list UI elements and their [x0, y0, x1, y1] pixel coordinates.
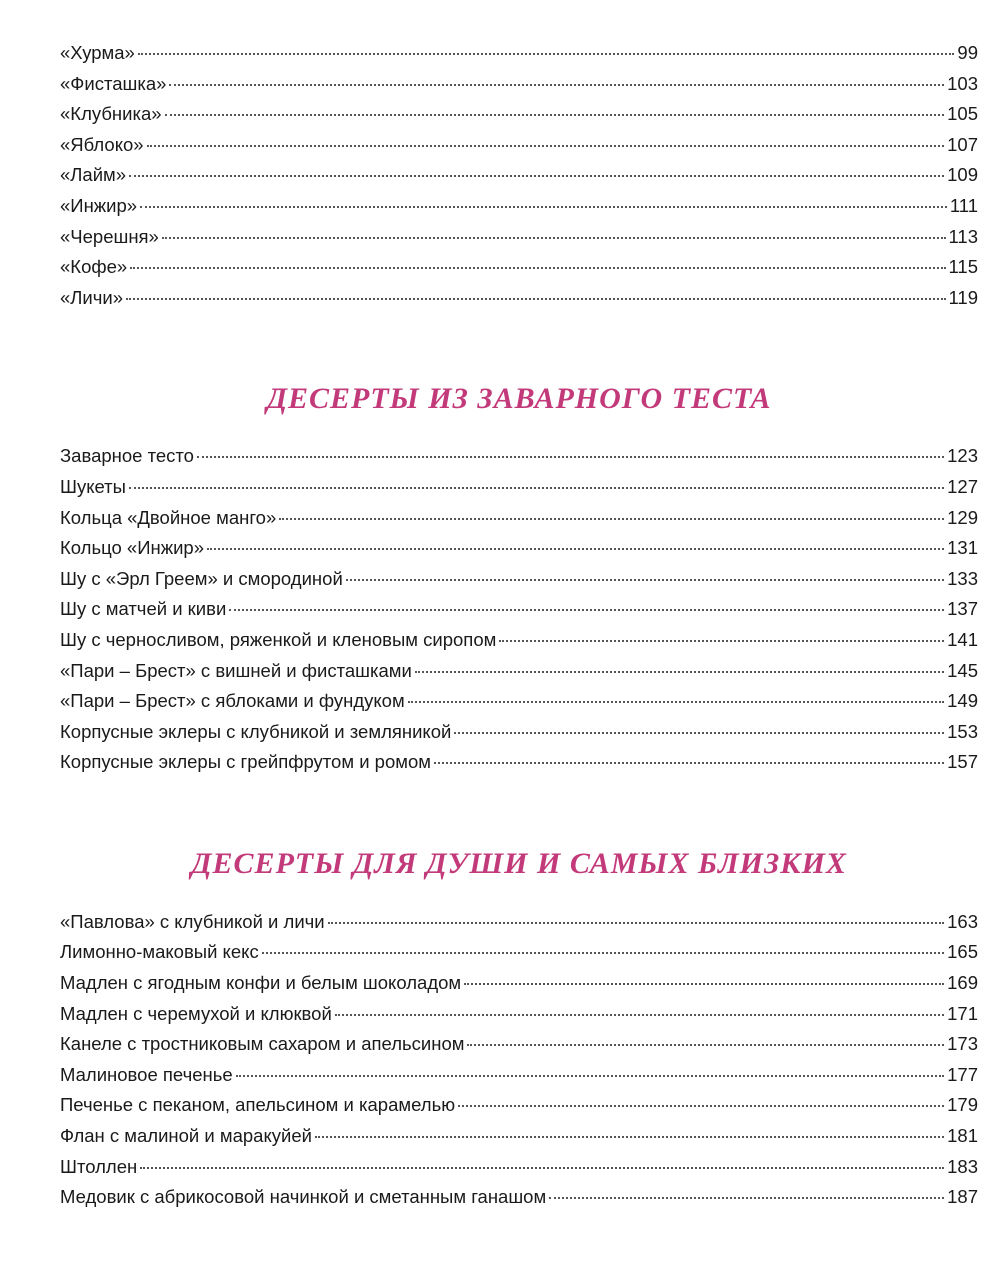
- toc-entry[interactable]: [60, 283, 978, 314]
- toc-entry[interactable]: [60, 747, 978, 778]
- toc-entry-title: «Яблоко»: [60, 133, 144, 155]
- toc-entry-page: 127: [947, 475, 978, 497]
- section-heading-choux-desserts: ДЕСЕРТЫ ИЗ ЗАВАРНОГО ТЕСТА: [266, 382, 772, 416]
- section-heading-soul-desserts: ДЕСЕРТЫ ДЛЯ ДУШИ И САМЫХ БЛИЗКИХ: [191, 846, 847, 880]
- toc-list-fruit-desserts: [60, 38, 978, 313]
- toc-entry-page: 179: [947, 1094, 978, 1116]
- dot-leader: [464, 983, 944, 985]
- toc-entry-title: Корпусные эклеры с клубникой и земляникой: [60, 720, 452, 742]
- toc-entry[interactable]: [60, 1090, 978, 1121]
- toc-entry[interactable]: [60, 1121, 978, 1152]
- toc-entry[interactable]: [60, 160, 978, 191]
- toc-entry[interactable]: [60, 1029, 978, 1060]
- toc-entry-title: Печенье с пеканом, апельсином и карамелью: [60, 1094, 456, 1116]
- dot-leader: [346, 579, 944, 581]
- toc-entry-page: 165: [947, 941, 978, 963]
- toc-entry-page: 133: [947, 567, 978, 589]
- toc-entry-title: Шу с черносливом, ряженкой и кленовым сиропом: [60, 628, 497, 650]
- toc-entry[interactable]: [60, 656, 978, 687]
- toc-entry-page: 119: [948, 286, 978, 308]
- toc-entry-title: Штоллен: [60, 1155, 138, 1177]
- toc-entry[interactable]: [60, 1182, 978, 1213]
- toc-entry-page: 157: [947, 751, 978, 773]
- toc-entry[interactable]: [60, 907, 978, 938]
- dot-leader: [279, 518, 944, 520]
- dot-leader: [454, 732, 944, 734]
- dot-leader: [335, 1014, 944, 1016]
- dot-leader: [162, 237, 946, 239]
- toc-entry-page: 149: [947, 690, 978, 712]
- toc-entry-page: 187: [947, 1186, 978, 1208]
- toc-entry-title: Флан с малиной и маракуйей: [60, 1125, 312, 1147]
- toc-entry-title: «Лайм»: [60, 164, 127, 186]
- toc-entry-page: 129: [947, 506, 978, 528]
- dot-leader: [262, 952, 944, 954]
- toc-entry-page: 141: [947, 628, 978, 650]
- toc-entry-page: 113: [948, 225, 978, 247]
- dot-leader: [147, 145, 945, 147]
- dot-leader: [207, 548, 944, 550]
- toc-entry-title: Медовик с абрикосовой начинкой и сметанным ганашом: [60, 1186, 547, 1208]
- toc-entry[interactable]: [60, 130, 978, 161]
- dot-leader: [169, 84, 944, 86]
- toc-entry[interactable]: [60, 686, 978, 717]
- toc-entry[interactable]: [60, 503, 978, 534]
- toc-entry-title: «Клубника»: [60, 103, 162, 125]
- dot-leader: [236, 1075, 944, 1077]
- dot-leader: [328, 922, 944, 924]
- toc-entry-page: 137: [947, 598, 978, 620]
- toc-entry-title: «Личи»: [60, 286, 124, 308]
- toc-entry-title: «Пари – Брест» с вишней и фисташками: [60, 659, 412, 681]
- toc-entry[interactable]: [60, 564, 978, 595]
- dot-leader: [467, 1044, 944, 1046]
- toc-entry-title: Шукеты: [60, 475, 126, 497]
- toc-entry-page: 103: [947, 72, 978, 94]
- toc-list-soul-desserts: [60, 907, 978, 1213]
- toc-entry[interactable]: [60, 441, 978, 472]
- toc-entry-page: 183: [947, 1155, 978, 1177]
- toc-entry[interactable]: [60, 968, 978, 999]
- toc-entry[interactable]: [60, 191, 978, 222]
- toc-entry-page: 169: [947, 972, 978, 994]
- toc-entry-title: Лимонно-маковый кекс: [60, 941, 259, 963]
- dot-leader: [549, 1197, 944, 1199]
- toc-entry[interactable]: [60, 625, 978, 656]
- dot-leader: [315, 1136, 944, 1138]
- toc-entry-title: Шу с «Эрл Греем» и смородиной: [60, 567, 343, 589]
- toc-entry[interactable]: [60, 222, 978, 253]
- toc-entry-page: 153: [947, 720, 978, 742]
- toc-entry-title: «Кофе»: [60, 256, 128, 278]
- dot-leader: [408, 701, 944, 703]
- toc-entry-page: 107: [947, 133, 978, 155]
- toc-entry[interactable]: [60, 999, 978, 1030]
- toc-entry-title: «Черешня»: [60, 225, 159, 247]
- toc-entry[interactable]: [60, 472, 978, 503]
- dot-leader: [126, 298, 945, 300]
- toc-entry[interactable]: [60, 69, 978, 100]
- toc-entry[interactable]: [60, 533, 978, 564]
- toc-entry-title: «Павлова» с клубникой и личи: [60, 910, 325, 932]
- dot-leader: [140, 1167, 944, 1169]
- dot-leader: [140, 206, 947, 208]
- toc-entry[interactable]: [60, 717, 978, 748]
- toc-entry-title: Шу с матчей и киви: [60, 598, 227, 620]
- dot-leader: [415, 671, 944, 673]
- dot-leader: [434, 762, 944, 764]
- toc-entry[interactable]: [60, 252, 978, 283]
- toc-entry-title: Заварное тесто: [60, 445, 194, 467]
- dot-leader: [130, 267, 945, 269]
- dot-leader: [129, 487, 944, 489]
- dot-leader: [129, 175, 944, 177]
- dot-leader: [165, 114, 945, 116]
- toc-entry-title: Малиновое печенье: [60, 1063, 233, 1085]
- toc-entry-page: 173: [947, 1033, 978, 1055]
- toc-entry-page: 111: [949, 194, 978, 216]
- dot-leader: [458, 1105, 944, 1107]
- toc-entry-title: Кольца «Двойное манго»: [60, 506, 277, 528]
- toc-entry-page: 99: [957, 42, 978, 63]
- toc-entry-page: 105: [947, 103, 978, 125]
- table-of-contents: [60, 38, 978, 1213]
- toc-list-choux-desserts: [60, 441, 978, 778]
- toc-entry-page: 181: [947, 1125, 978, 1147]
- toc-entry[interactable]: [60, 38, 978, 69]
- toc-entry-page: 171: [947, 1002, 978, 1024]
- toc-entry-title: Мадлен с ягодным конфи и белым шоколадом: [60, 972, 462, 994]
- toc-entry-page: 145: [947, 659, 978, 681]
- toc-entry-page: 109: [947, 164, 978, 186]
- dot-leader: [229, 609, 944, 611]
- toc-entry-title: Корпусные эклеры с грейпфрутом и ромом: [60, 751, 431, 773]
- toc-entry[interactable]: [60, 937, 978, 968]
- dot-leader: [499, 640, 944, 642]
- toc-entry-page: 131: [947, 537, 978, 559]
- toc-entry-title: Кольцо «Инжир»: [60, 537, 204, 559]
- toc-entry[interactable]: [60, 1152, 978, 1183]
- toc-entry[interactable]: [60, 594, 978, 625]
- dot-leader: [197, 456, 944, 458]
- toc-entry-title: «Пари – Брест» с яблоками и фундуком: [60, 690, 405, 712]
- toc-entry-title: «Фисташка»: [60, 72, 167, 94]
- toc-entry-title: «Хурма»: [60, 42, 135, 63]
- toc-entry-page: 123: [947, 445, 978, 467]
- toc-entry-title: Канеле с тростниковым сахаром и апельсином: [60, 1033, 465, 1055]
- toc-entry-page: 163: [947, 910, 978, 932]
- toc-entry-title: «Инжир»: [60, 194, 138, 216]
- toc-entry[interactable]: [60, 99, 978, 130]
- dot-leader: [138, 53, 955, 55]
- toc-entry-title: Мадлен с черемухой и клюквой: [60, 1002, 332, 1024]
- toc-entry-page: 115: [948, 256, 978, 278]
- toc-entry[interactable]: [60, 1060, 978, 1091]
- toc-entry-page: 177: [947, 1063, 978, 1085]
